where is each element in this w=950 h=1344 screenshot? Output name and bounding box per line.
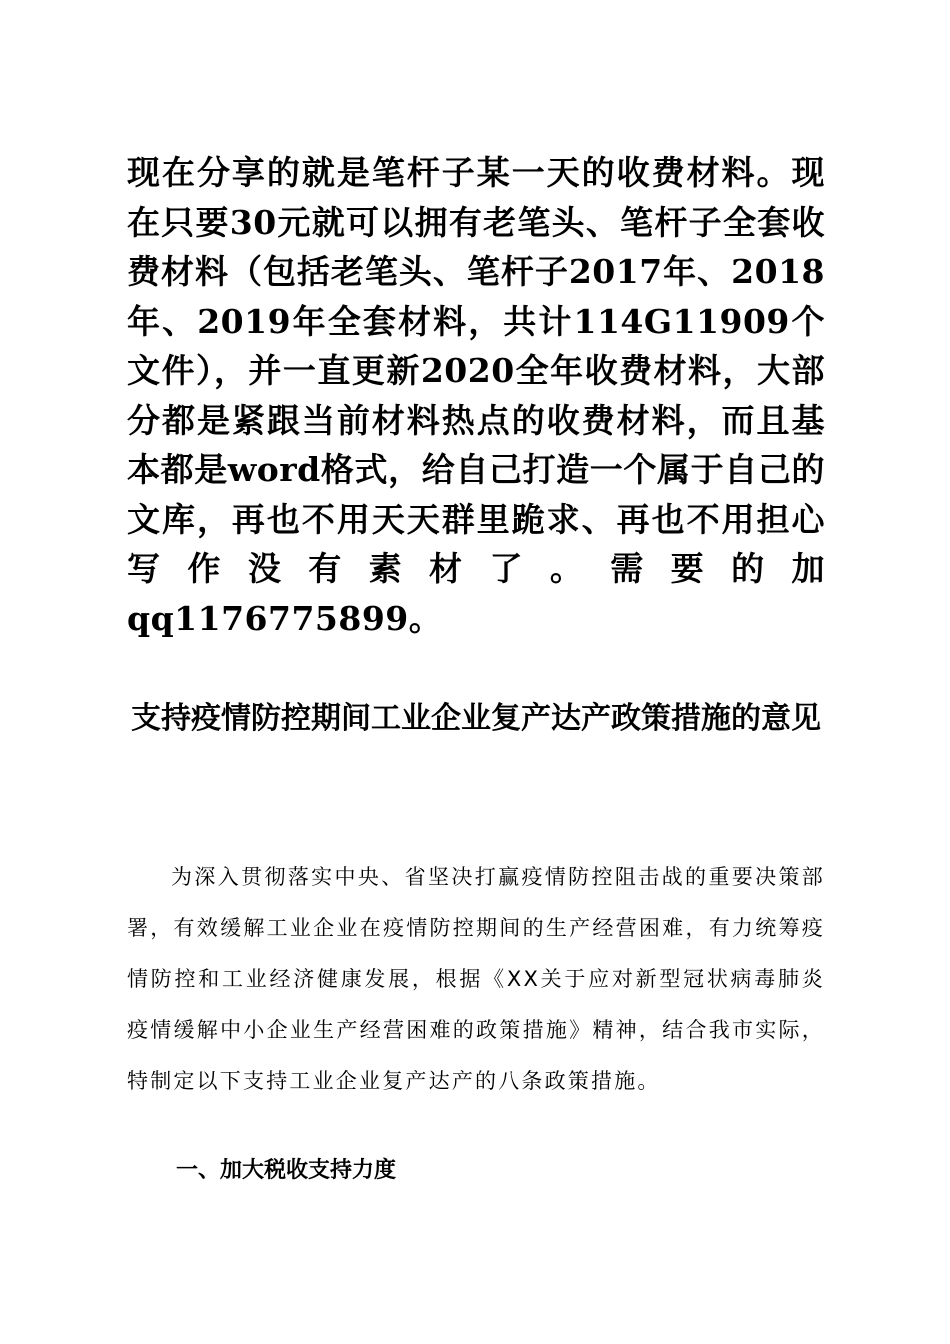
intro-paragraph: 为深入贯彻落实中央、省坚决打赢疫情防控阻击战的重要决策部署，有效缓解工业企业在疫情防控期间的生产经营困难，有力统筹疫情防控和工业经济健康发展，根据《XX关于应对新型冠状病毒肺炎疫情缓解中小企业生产经营困难的政策措施》精神，结合我市实际，特制定以下支持工业企业复产达产的八条政策措施。 (127, 865, 825, 1093)
document-title: 支持疫情防控期间工业企业复产达产政策措施的意见 (131, 701, 821, 736)
section-heading-1: 一、加大税收支持力度 (176, 1158, 397, 1183)
promo-paragraph: 现在分享的就是笔杆子某一天的收费材料。现在只要30元就可以拥有老笔头、笔杆子全套收费材料（包括老笔头、笔杆子2017年、2018年、2019年全套材料，共计114G11909个文件），并一直更新2020全年收费材料，大部分都是紧跟当前材料热点的收费材料，而且基本都是word格式，给自己打造一个属于自己的文库，再也不用天天群里跪求、再也不用担心写作没有素材了。需要的加qq1176775899。 (127, 153, 825, 638)
